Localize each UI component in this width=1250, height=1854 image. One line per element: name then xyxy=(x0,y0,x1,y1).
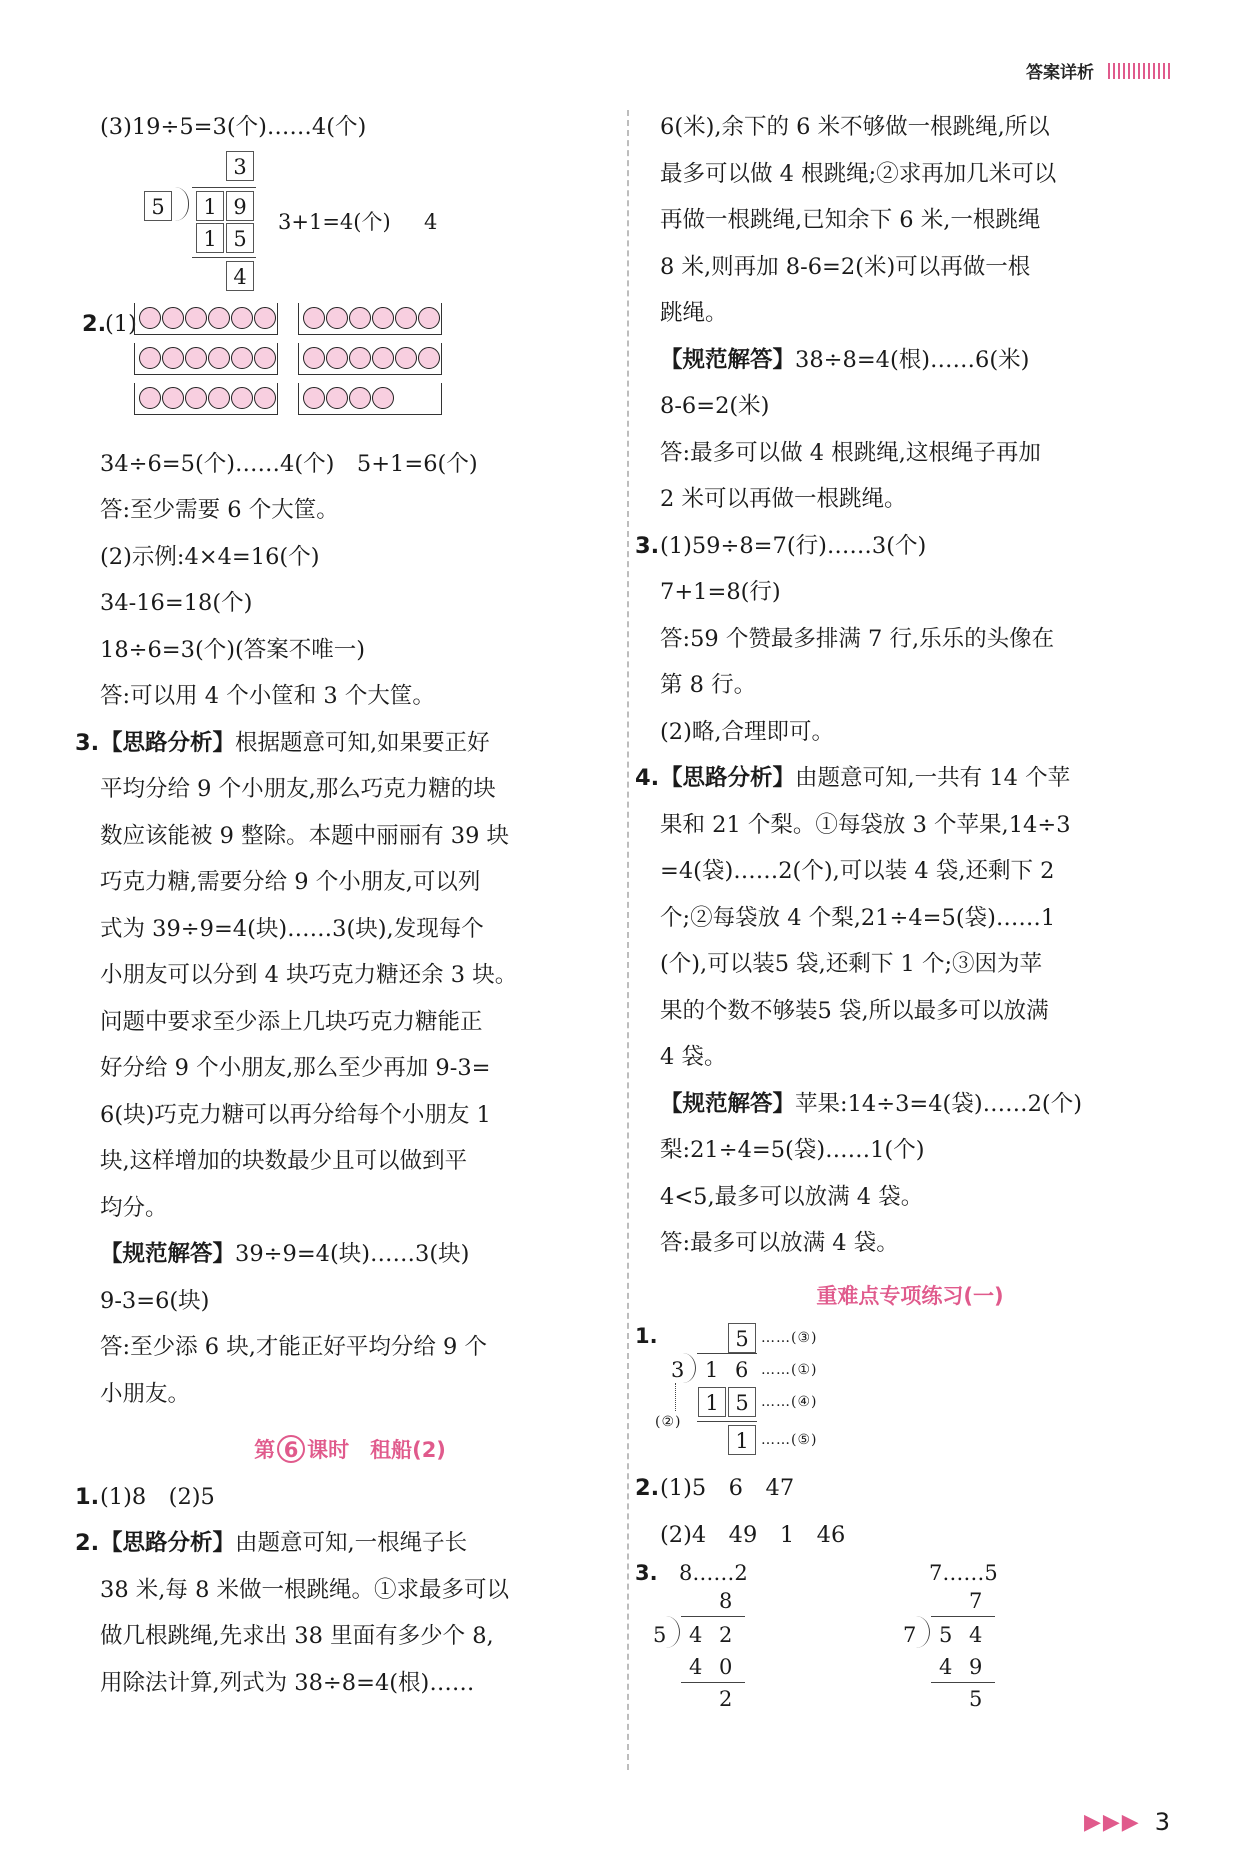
ball-icon xyxy=(208,387,230,409)
product-tens-box: 1 xyxy=(698,1387,726,1417)
ball-icon xyxy=(349,307,371,329)
section-title: 重难点专项练习(一) xyxy=(816,1283,1004,1308)
dividend-ones: 6 xyxy=(735,1358,749,1382)
analysis-line: 做几根跳绳,先求出 38 里面有多少个 8, xyxy=(100,1623,494,1649)
ball-icon xyxy=(326,347,348,369)
analysis-line: 6(块)巧克力糖可以再分给每个小朋友 1 xyxy=(100,1101,491,1128)
ball-icon xyxy=(349,347,371,369)
analysis-line: 块,这样增加的块数最少且可以做到平 xyxy=(100,1148,468,1174)
analysis-line: (个),可以装5 袋,还剩下 1 个;③因为苹 xyxy=(660,951,1043,977)
page-number: 3 xyxy=(1154,1808,1170,1836)
analysis-line: 平均分给 9 个小朋友,那么巧克力糖的块 xyxy=(100,776,496,802)
analysis-line: 4 袋。 xyxy=(660,1044,727,1070)
ball-icon xyxy=(303,387,325,409)
solution-line: 答:最多可以放满 4 袋。 xyxy=(660,1230,899,1256)
answer-line: 34÷6=5(个)……4(个) 5+1=6(个) xyxy=(100,450,478,477)
analysis-line: 小朋友可以分到 4 块巧克力糖还余 3 块。 xyxy=(100,962,518,988)
ball-icon xyxy=(254,347,276,369)
answer-value: 4 xyxy=(424,209,438,234)
analysis-line: 8 米,则再加 8-6=2(米)可以再做一根 xyxy=(660,253,1031,280)
ball-icon xyxy=(139,347,161,369)
remainder-label: ……(⑤) xyxy=(761,1432,818,1448)
ball-icon xyxy=(185,387,207,409)
remainder-box: 4 xyxy=(226,261,254,291)
analysis-tag: 【思路分析】 xyxy=(100,1530,236,1556)
ball-icon xyxy=(185,347,207,369)
header-decoration xyxy=(1108,63,1170,79)
analysis-line: 数应该能被 9 整除。本题中丽丽有 39 块 xyxy=(100,822,510,849)
ball-icon xyxy=(418,307,440,329)
remainder-digit: 2 xyxy=(719,1687,733,1711)
lesson-number-badge: 6 xyxy=(277,1435,305,1463)
analysis-tag: 【思路分析】 xyxy=(660,765,796,791)
analysis-line: 6(米),余下的 6 米不够做一根跳绳,所以 xyxy=(660,114,1050,140)
left-column xyxy=(75,104,600,1706)
analysis-line: 果和 21 个梨。①每袋放 3 个苹果,14÷3 xyxy=(660,811,1071,838)
practice-2-line: 2.(1)5 6 47 xyxy=(635,1465,1160,1512)
lesson-title: 第 6 课时 租船(2) xyxy=(100,1427,600,1474)
analysis-line: 巧克力糖,需要分给 9 个小朋友,可以列 xyxy=(100,869,481,895)
ball-icon xyxy=(162,307,184,329)
product-ones: 9 xyxy=(969,1655,983,1679)
ball-icon xyxy=(162,387,184,409)
big-basket xyxy=(298,303,442,335)
ball-icon xyxy=(231,387,253,409)
practice-3-diagrams xyxy=(635,1558,1160,1711)
quotient-box: 3 xyxy=(226,151,254,181)
solution-line: 梨:21÷4=5(袋)……1(个) xyxy=(660,1137,925,1163)
question-number: 3. xyxy=(635,1561,658,1585)
product-tens-box: 1 xyxy=(196,223,224,253)
dividend-label: ……(①) xyxy=(761,1362,818,1378)
ball-icon xyxy=(395,307,417,329)
ball-icon xyxy=(231,307,253,329)
analysis-line: 跳绳。 xyxy=(660,300,728,326)
divisor-box: 5 xyxy=(144,191,172,221)
analysis-line: 问题中要求至少添上几块巧克力糖能正 xyxy=(100,1008,483,1035)
ball-icon xyxy=(372,387,394,409)
basket-diagram xyxy=(134,303,454,437)
ball-icon xyxy=(303,347,325,369)
solution-line: 8-6=2(米) xyxy=(660,393,770,419)
solution-line: 【规范解答】38÷8=4(根)……6(米) xyxy=(660,346,1030,373)
question-number: 1. xyxy=(75,1483,100,1510)
analysis-line: 最多可以做 4 根跳绳;②求再加几米可以 xyxy=(660,160,1057,187)
question-4-first-line: 4.【思路分析】由题意可知,一共有 14 个苹 xyxy=(635,755,1160,802)
dividend-tens: 1 xyxy=(705,1358,719,1382)
ball-icon xyxy=(139,387,161,409)
practice-1-diagram xyxy=(635,1319,1160,1453)
product-ones: 0 xyxy=(719,1655,733,1679)
question-number: 2. xyxy=(75,1530,100,1556)
analysis-line: 好分给 9 个小朋友,那么至少再加 9-3= xyxy=(100,1055,491,1081)
ball-icon xyxy=(418,347,440,369)
question-number: 3. xyxy=(635,532,660,559)
question-number: 2. xyxy=(635,1475,660,1501)
ball-icon xyxy=(303,307,325,329)
answer-line: 第 8 行。 xyxy=(660,672,757,698)
dividend-ones-box: 9 xyxy=(226,191,254,221)
answer-line: (3)19÷5=3(个)……4(个) xyxy=(100,114,367,140)
product-ones-box: 5 xyxy=(226,223,254,253)
quotient-label: ……(③) xyxy=(761,1330,818,1346)
question-number: 2. xyxy=(82,310,107,337)
analysis-line: 再做一根跳绳,已知余下 6 米,一根跳绳 xyxy=(660,207,1041,233)
answer-line: 7+1=8(行) xyxy=(660,579,781,605)
divisor-label: (②) xyxy=(655,1414,682,1430)
solution-line: 答:最多可以做 4 根跳绳,这根绳子再加 xyxy=(660,439,1041,466)
dividend-tens: 4 xyxy=(689,1623,703,1647)
long-division-diagram xyxy=(144,151,600,301)
quotient-digit: 7 xyxy=(969,1589,983,1613)
question-3-first-line: 3.(1)59÷8=7(行)……3(个) xyxy=(635,523,1160,570)
quotient-box: 5 xyxy=(728,1323,756,1353)
answer-line: (2)示例:4×4=16(个) xyxy=(100,543,320,570)
dividend-ones: 2 xyxy=(719,1623,733,1647)
remainder-box: 1 xyxy=(728,1425,756,1455)
big-basket xyxy=(298,383,442,415)
ball-icon xyxy=(326,387,348,409)
header-title: 答案详析 xyxy=(1026,63,1094,83)
lesson-question-2-first-line: 2.【思路分析】由题意可知,一根绳子长 xyxy=(75,1520,600,1567)
dividend-tens-box: 1 xyxy=(196,191,224,221)
product-tens: 4 xyxy=(689,1655,703,1679)
ball-icon xyxy=(162,347,184,369)
sub-question-label: (1) xyxy=(105,310,137,337)
big-basket xyxy=(298,343,442,375)
analysis-line: 均分。 xyxy=(100,1194,168,1221)
ball-icon xyxy=(372,347,394,369)
question-number: 3. xyxy=(75,729,100,756)
solution-line: 2 米可以再做一根跳绳。 xyxy=(660,486,907,512)
big-basket xyxy=(134,383,278,415)
dividend-ones: 4 xyxy=(969,1623,983,1647)
page-footer xyxy=(1084,1808,1170,1836)
ball-icon xyxy=(185,307,207,329)
divisor-value: 7 xyxy=(903,1623,917,1647)
answer-line: 答:至少需要 6 个大筐。 xyxy=(100,497,339,523)
ball-icon xyxy=(231,347,253,369)
solution-line: 【规范解答】苹果:14÷3=4(袋)……2(个) xyxy=(660,1090,1082,1117)
solution-tag: 【规范解答】 xyxy=(660,1090,796,1117)
quotient-digit: 8 xyxy=(719,1589,733,1613)
question-2-block xyxy=(82,301,600,441)
product-label: ……(④) xyxy=(761,1394,818,1410)
addition-expression: 3+1=4(个) xyxy=(278,209,391,234)
practice-2-line: (2)4 49 1 46 xyxy=(660,1521,846,1548)
product-tens: 4 xyxy=(939,1655,953,1679)
ball-icon xyxy=(349,387,371,409)
solution-line: 4<5,最多可以放满 4 袋。 xyxy=(660,1183,924,1210)
question-number: 1. xyxy=(635,1324,658,1348)
answer-line: 34-16=18(个) xyxy=(100,590,253,616)
big-basket xyxy=(134,343,278,375)
analysis-tag: 【思路分析】 xyxy=(100,729,236,756)
ball-icon xyxy=(208,307,230,329)
divisor-value: 3 xyxy=(671,1358,685,1382)
column-divider xyxy=(627,110,629,1770)
ball-icon xyxy=(254,307,276,329)
ball-icon xyxy=(326,307,348,329)
dividend-tens: 5 xyxy=(939,1623,953,1647)
ball-icon xyxy=(208,347,230,369)
divisor-value: 5 xyxy=(653,1623,667,1647)
solution-line: 小朋友。 xyxy=(100,1380,191,1407)
analysis-line: 果的个数不够装5 袋,所以最多可以放满 xyxy=(660,997,1049,1024)
solution-line: 答:至少添 6 块,才能正好平均分给 9 个 xyxy=(100,1334,487,1360)
next-arrows-icon: ▶▶▶ xyxy=(1083,1809,1141,1835)
ball-icon xyxy=(372,307,394,329)
ball-icon xyxy=(139,307,161,329)
answer-line: 答:可以用 4 个小筐和 3 个大筐。 xyxy=(100,683,435,709)
right-column xyxy=(635,104,1160,1711)
division-result: 8……2 xyxy=(679,1561,748,1585)
lesson-question-1: 1.(1)8 (2)5 xyxy=(75,1474,600,1521)
answer-line: 18÷6=3(个)(答案不唯一) xyxy=(100,636,366,663)
analysis-line: 个;②每袋放 4 个梨,21÷4=5(袋)……1 xyxy=(660,904,1056,931)
solution-tag: 【规范解答】 xyxy=(100,1241,236,1267)
answer-line: (2)略,合理即可。 xyxy=(660,718,835,745)
solution-line: 9-3=6(块) xyxy=(100,1287,210,1314)
division-result: 7……5 xyxy=(929,1561,998,1585)
analysis-line: =4(袋)……2(个),可以装 4 袋,还剩下 2 xyxy=(660,858,1055,884)
ball-icon xyxy=(395,347,417,369)
solution-line: 【规范解答】39÷9=4(块)……3(块) xyxy=(100,1241,470,1267)
analysis-line: 用除法计算,列式为 38÷8=4(根)…… xyxy=(100,1669,475,1696)
remainder-digit: 5 xyxy=(969,1687,983,1711)
ball-icon xyxy=(254,387,276,409)
question-number: 4. xyxy=(635,765,660,791)
analysis-line: 式为 39÷9=4(块)……3(块),发现每个 xyxy=(100,915,484,942)
page-header xyxy=(1026,58,1170,83)
answer-line: 答:59 个赞最多排满 7 行,乐乐的头像在 xyxy=(660,625,1055,652)
big-basket xyxy=(134,303,278,335)
product-ones-box: 5 xyxy=(728,1387,756,1417)
analysis-line: 38 米,每 8 米做一根跳绳。①求最多可以 xyxy=(100,1576,510,1603)
solution-tag: 【规范解答】 xyxy=(660,346,796,373)
question-3-first-line: 3.【思路分析】根据题意可知,如果要正好 xyxy=(75,720,600,767)
